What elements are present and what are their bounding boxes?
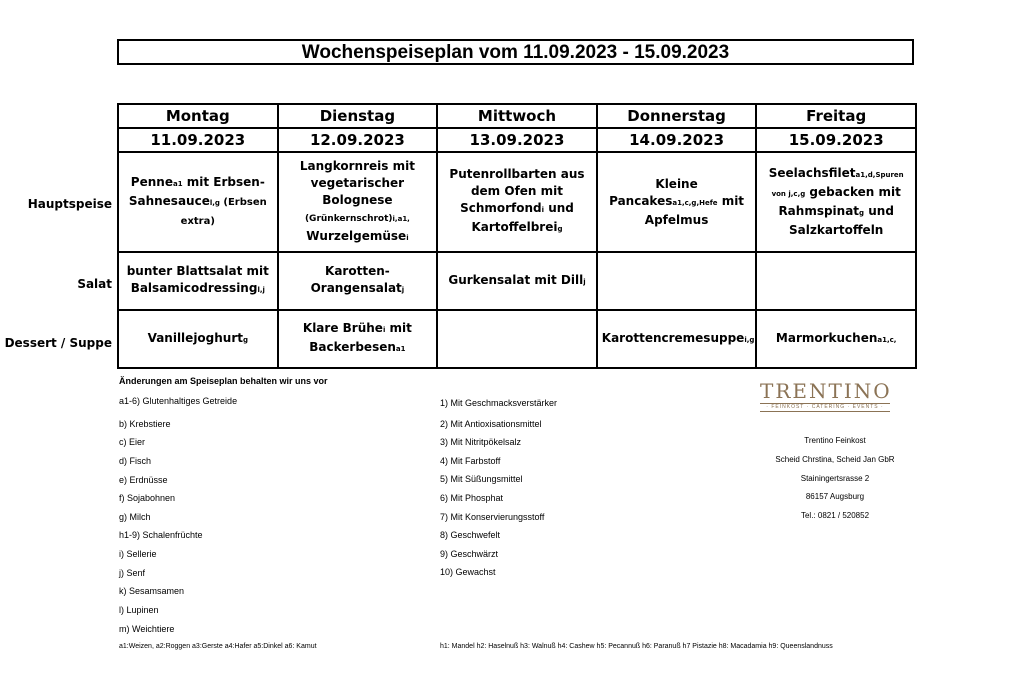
main-dish-cell: Pennea1 mit Erbsen-Sahnesaucel,g (Erbsen extra) [118,152,278,252]
logo-tagline: · FEINKOST · CATERING · EVENTS · [760,403,890,412]
additive-item: 6) Mit Phosphat [440,493,504,503]
day-date: 13.09.2023 [437,128,597,152]
day-date: 14.09.2023 [597,128,757,152]
address-line: Trentino Feinkost [804,436,866,445]
row-label-salad: Salat [77,277,112,291]
additive-item: 3) Mit Nitritpökelsalz [440,437,522,447]
allergen-item: d) Fisch [119,456,152,466]
logo-wordmark: TRENTINO [760,379,892,403]
day-date: 11.09.2023 [118,128,278,152]
dessert-cell: Vanillejoghurtg [118,310,278,368]
dessert-cell: Klare Brühei mit Backerbesena1 [278,310,438,368]
main-dish-cell: Kleine Pancakesa1,c,g,Hefe mit Apfelmus [597,152,757,252]
day-name: Donnerstag [597,104,757,128]
allergen-item: h1-9) Schalenfrüchte [119,530,203,540]
additive-item: 8) Geschwefelt [440,530,501,540]
salad-cell: Gurkensalat mit Dillj [437,252,597,310]
allergen-item: b) Krebstiere [119,419,171,429]
allergen-item: g) Milch [119,512,151,522]
allergen-item: j) Senf [119,568,146,578]
dessert-cell: Marmorkuchena1,c, [756,310,916,368]
dessert-cell [437,310,597,368]
additive-item: 7) Mit Konservierungsstoff [440,512,545,522]
day-name: Mittwoch [437,104,597,128]
address-line: Stainingertsrasse 2 [800,474,870,483]
additive-item: 5) Mit Süßungsmittel [440,474,523,484]
salad-cell: Karotten-Orangensalatj [278,252,438,310]
additive-item: 1) Mit Geschmacksverstärker [440,398,558,408]
additive-item: 9) Geschwärzt [440,549,499,559]
allergen-item: k) Sesamsamen [119,586,185,596]
day-date: 15.09.2023 [756,128,916,152]
allergen-item: a1-6) Glutenhaltiges Getreide [119,396,238,406]
page-title: Wochenspeiseplan vom 11.09.2023 - 15.09.2023 [117,39,914,65]
day-date: 12.09.2023 [278,128,438,152]
additive-item: 2) Mit Antioxisationsmittel [440,419,542,429]
change-notice: Änderungen am Speiseplan behalten wir uns vor [119,376,328,386]
allergen-item: i) Sellerie [119,549,157,559]
company-logo [760,380,890,412]
day-name: Freitag [756,104,916,128]
main-dish-cell: Langkornreis mit vegetarischer Bolognese (Grünkernschrot)i,a1, Wurzelgemüsei [278,152,438,252]
additive-item: 10) Gewachst [440,567,496,577]
allergen-item: f) Sojabohnen [119,493,176,503]
main-dish-cell: Seelachsfileta1,d,Spuren von j,c,g gebacken mit Rahmspinatg und Salzkartoffeln [756,152,916,252]
dessert-cell: Karottencremesuppei,g [597,310,757,368]
day-name: Montag [118,104,278,128]
menu-table [117,103,917,369]
allergen-item: m) Weichtiere [119,624,175,634]
address-line: 86157 Augsburg [805,492,865,501]
allergen-footnote: a1:Weizen, a2:Roggen a3:Gerste a4:Hafer a5:Dinkel a6: Kamut [119,643,317,650]
salad-cell [756,252,916,310]
salad-cell: bunter Blattsalat mit Balsamicodressingl,j [118,252,278,310]
address-line: Tel.: 0821 / 520852 [800,511,870,520]
salad-cell [597,252,757,310]
row-label-main: Hauptspeise [27,197,112,211]
allergen-item: e) Erdnüsse [119,475,168,485]
row-label-dessert: Dessert / Suppe [4,336,112,350]
allergen-item: c) Eier [119,437,146,447]
additive-item: 4) Mit Farbstoff [440,456,501,466]
address-line: Scheid Chrstina, Scheid Jan GbR [775,455,895,464]
nuts-footnote: h1: Mandel h2: Haselnuß h3: Walnuß h4: Cashew h5: Pecannuß h6: Paranuß h7 Pistazie h8: Macadamia h9: Queenslandnuss [440,643,833,650]
day-name: Dienstag [278,104,438,128]
allergen-item: l) Lupinen [119,605,159,615]
main-dish-cell: Putenrollbarten aus dem Ofen mit Schmorfondi und Kartoffelbreig [437,152,597,252]
